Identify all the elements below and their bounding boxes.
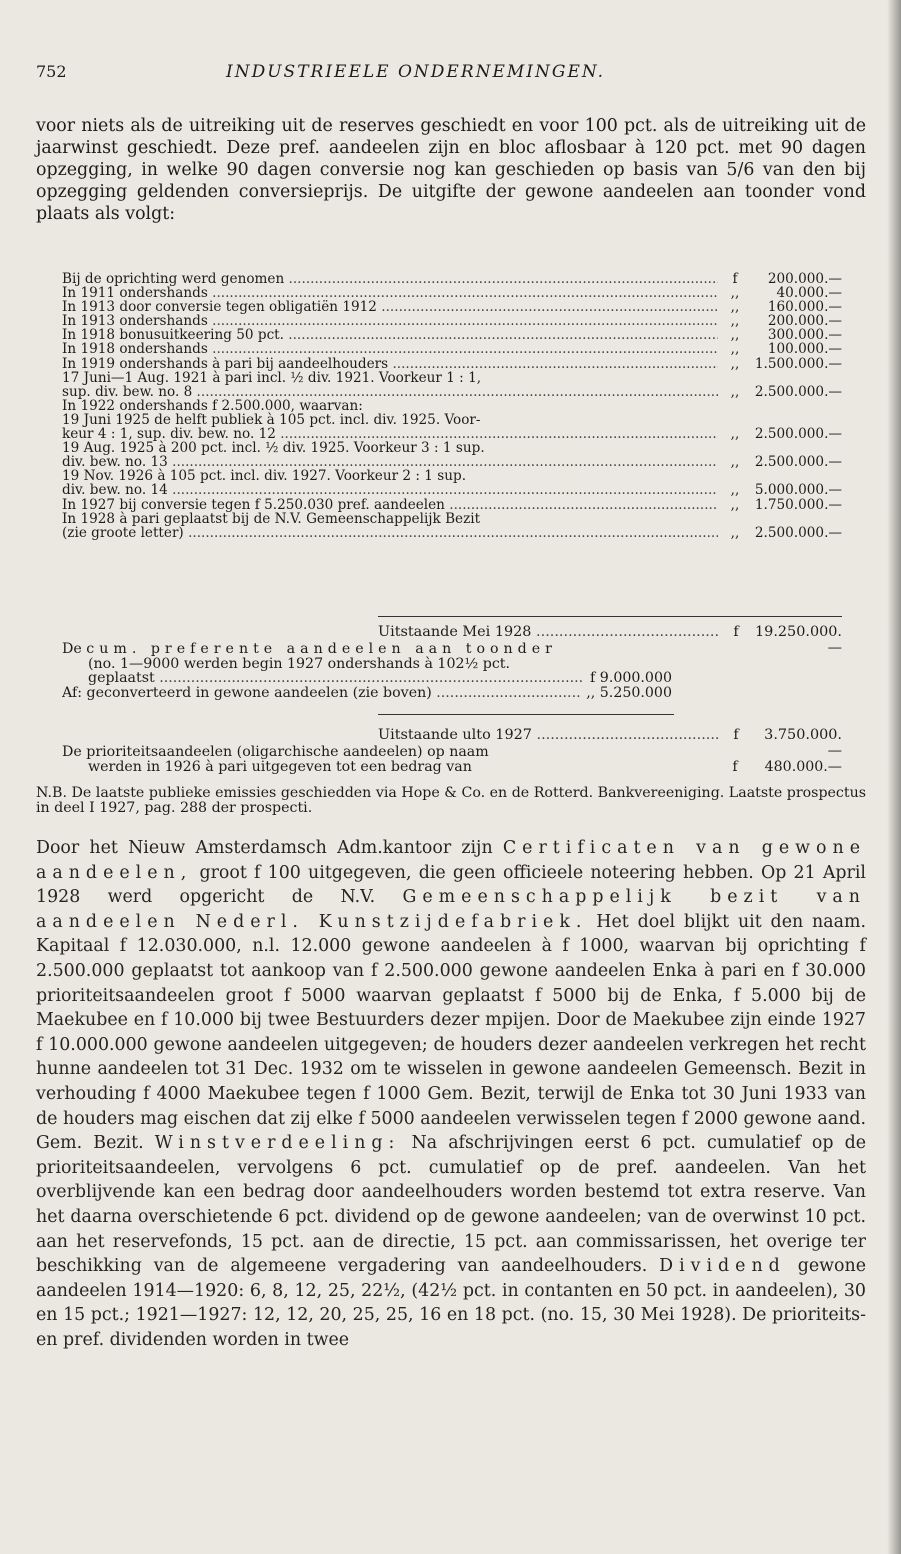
history-row — [62, 469, 842, 483]
ultimo-amount: 3.750.000.— — [764, 727, 842, 759]
history-row-currency: ,, — [730, 341, 740, 358]
history-row-amount: 200.000.— — [767, 271, 842, 287]
history-row-currency: ,, — [730, 313, 740, 330]
history-row-description: keur 4 : 1, sup. div. bew. no. 12 ..... — [62, 427, 718, 441]
history-row-currency: ,, — [730, 285, 740, 302]
history-row-currency: ,, — [730, 327, 740, 344]
history-row-amount: 100.000.— — [767, 341, 842, 358]
history-row-amount: 2.500.000.— — [754, 383, 842, 400]
prio-amount: 480.000.— — [764, 759, 842, 775]
prio-currency: f — [732, 759, 738, 775]
ultimo-label: Uitstaande ulto 1927 ..... — [378, 727, 720, 743]
history-row — [62, 455, 842, 469]
intro-paragraph — [36, 115, 866, 225]
history-row-description: div. bew. no. 14 ..... — [62, 483, 718, 497]
history-row-currency: ,, — [730, 454, 740, 471]
cum-pref-converted-label: Af: geconverteerd in gewone aandeelen (zie boven) ..... — [62, 686, 582, 701]
history-row — [62, 526, 842, 540]
main-body-paragraph — [36, 836, 866, 1352]
cum-pref-line2: (no. 1—9000 werden begin 1927 ondershands à 102½ pct. — [88, 655, 510, 672]
cum-pref-placed-amount: f 9.000.000 — [590, 670, 672, 687]
history-row-text: 19 Nov. 1926 à 105 pct. incl. div. 1927. Voorkeur 2 : 1 sup. — [62, 468, 467, 485]
body-spaced-gemeenschappelijk: Gemeenschappelijk bezit van aandeelen Nederl. Kunstzijdefabriek. — [36, 887, 866, 932]
total-label: Uitstaande Mei 1928 ..... — [378, 624, 720, 640]
cum-pref-converted-amount: ,, 5.250.000 — [586, 684, 672, 701]
sub-rule — [378, 714, 674, 715]
history-row-currency: ,, — [730, 299, 740, 316]
history-row-currency: ,, — [730, 496, 740, 513]
total-currency: f — [733, 624, 739, 640]
history-row-currency: ,, — [730, 355, 740, 372]
history-row-amount: 300.000.— — [767, 327, 842, 344]
history-row-description: div. bew. no. 13 ..... — [62, 455, 718, 469]
history-row — [62, 300, 842, 314]
page-edge-shadow — [887, 0, 901, 1554]
history-row-amount: 1.750.000.— — [754, 496, 842, 513]
cum-pref-placed-label: geplaatst ..... — [88, 671, 582, 686]
running-title: INDUSTRIEELE ONDERNEMINGEN. — [226, 62, 606, 82]
history-row — [62, 399, 842, 413]
cum-pref-line3 — [62, 671, 672, 686]
history-row — [62, 272, 842, 286]
cum-pref-block — [62, 642, 672, 700]
page-header — [36, 62, 856, 84]
history-row-amount: 160.000.— — [767, 299, 842, 316]
history-row — [62, 385, 842, 399]
history-row-amount: 2.500.000.— — [754, 524, 842, 541]
intro-text: voor niets als de uitreiking uit de reserves geschiedt en voor 100 pct. als de uitreiking uit de jaarwinst geschiedt. Deze pref. aandeelen zijn en bloc aflosbaar à 120 pct. met 90 dagen opzegging, in welke 90 dagen conversie nog kan geschieden op basis van 5/6 van den bij opzegging geldenden conversieprijs. De uitgifte der gewone aandeelen aan toonder vond plaats als volgt: — [36, 116, 866, 224]
cum-pref-de: De — [62, 641, 82, 657]
priority-shares-block — [62, 745, 842, 775]
page-number: 752 — [36, 62, 67, 81]
history-row-currency: ,, — [730, 426, 740, 443]
history-row — [62, 413, 842, 427]
total-amount: 19.250.000.— — [755, 624, 842, 656]
body-spaced-certificaten: Certificaten van gewone aandeelen, — [36, 838, 866, 883]
history-row — [62, 441, 842, 455]
history-row-amount: 2.500.000.— — [754, 426, 842, 443]
body-s1: Door het Nieuw Amsterdamsch Adm.kantoor zijn — [36, 838, 493, 858]
history-row-description: In 1927 bij conversie tegen f 5.250.030 pref. aandeelen ..... — [62, 498, 718, 512]
history-row-currency: ,, — [730, 524, 740, 541]
history-row-description: In 1919 ondershands à pari bij aandeelhouders ..... — [62, 357, 718, 371]
history-row-amount: 5.000.000.— — [754, 482, 842, 499]
history-row-text: In 1928 à pari geplaatst bij de N.V. Gemeenschappelijk Bezit — [62, 510, 481, 527]
cum-pref-spaced-title: cum. preferente aandeelen aan toonder — [86, 641, 557, 657]
history-row — [62, 498, 842, 512]
history-row — [62, 357, 842, 371]
history-row-amount: 1.500.000.— — [754, 355, 842, 372]
body-s7: Na afschrijvingen eerst 6 pct. cumulatief op de prioriteitsaandeelen, vervolgens 6 pct. cumulatief op de pref. aandeelen. Van het overblijvende kan een bedrag door aandeelhouders worden bestemd tot extra reserve. Van het daarna overschietende 6 pct. dividend op de gewone aandeelen; van de overwinst 10 pct. aan het reservefonds, 15 pct. aan de directie, 15 pct. aan commissarissen, het overige ter beschikking van de algemeene vergadering van aandeelhouders. — [36, 1133, 867, 1277]
ultimo-currency: f — [733, 727, 739, 743]
history-row-text: 19 Aug. 1925 à 200 pct. incl. ½ div. 1925. Voorkeur 3 : 1 sup. — [62, 440, 485, 457]
cum-pref-line4 — [62, 686, 672, 701]
history-row — [62, 483, 842, 497]
body-s5: Het doel blijkt uit den naam. Kapitaal f 12.030.000, n.l. 12.000 gewone aandeelen à f 1000, waarvan bij oprichting f 2.500.000 geplaatst tot aankoop van f 2.500.000 gewone aandeelen Enka à pari en f 30.000 prioriteitsaandeelen groot f 5000 waarvan geplaatst f 5000 bij de Enka, f 5.000 bij de Maekubee en f 10.000 bij twee Bestuurders dezer mpijen. Door de Maekubee zijn einde 1927 f 10.000.000 gewone aandeelen uitgegeven; de houders dezer aandeelen verkregen het recht hunne aandeelen tot 31 Dec. 1932 om te wisselen in gewone aandeelen Gemeensch. Bezit in verhouding f 4000 Maekubee tegen f 1000 Gem. Bezit, terwijl de Enka tot 30 Juni 1933 van de houders mag eischen dat zij elke f 5000 aandeelen verwisselen tegen f 2000 gewone aand. Gem. Bezit. — [36, 911, 866, 1154]
history-row-text: 19 Juni 1925 de helft publiek à 105 pct. incl. div. 1925. Voor- — [62, 411, 481, 428]
history-row-description: In 1911 ondershands ..... — [62, 286, 718, 300]
history-row — [62, 342, 842, 356]
history-row-currency: ,, — [730, 383, 740, 400]
history-row-description: Bij de oprichting werd genomen ..... — [62, 272, 718, 286]
history-row-amount: 200.000.— — [767, 313, 842, 330]
history-row — [62, 512, 842, 526]
sum-rule — [378, 616, 842, 617]
history-row-amount: 40.000.— — [776, 285, 842, 302]
body-spaced-winstverdeeling: Winstverdeeling: — [154, 1133, 401, 1154]
nb-note: N.B. De laatste publieke emissies geschiedden via Hope & Co. en de Rotterd. Bankvereeniging. Laatste prospectus in deel I 1927, pag. 288 der prospecti. — [36, 785, 866, 816]
history-row-description: In 1913 ondershands ..... — [62, 314, 718, 328]
prio-line2 — [62, 760, 842, 775]
history-row-currency: f — [732, 271, 738, 287]
history-row — [62, 314, 842, 328]
history-row-description: (zie groote letter) ..... — [62, 526, 718, 540]
history-row-description: In 1918 ondershands ..... — [62, 342, 718, 356]
prio-line1: De prioriteitsaandeelen (oligarchische aandeelen) op naam — [62, 744, 489, 760]
history-row-text: 17 Juni—1 Aug. 1921 à pari incl. ½ div. 1921. Voorkeur 1 : 1, — [62, 369, 482, 386]
history-row-amount: 2.500.000.— — [754, 454, 842, 471]
history-row — [62, 328, 842, 342]
issue-history-table — [62, 272, 842, 540]
history-row-description: In 1913 door conversie tegen obligatiën 1912 ..... — [62, 300, 718, 314]
prio-line2-text: werden in 1926 à pari uitgegeven tot een bedrag van — [88, 759, 472, 775]
cum-pref-heading — [62, 642, 672, 657]
history-row-text: In 1922 ondershands f 2.500.000, waarvan: — [62, 397, 363, 414]
history-row-description: sup. div. bew. no. 8 ..... — [62, 385, 718, 399]
history-row — [62, 427, 842, 441]
history-row — [62, 286, 842, 300]
history-row — [62, 371, 842, 385]
body-s3: groot f 100 uitgegeven, die geen officieele noteering hebben. Op 21 April 1928 werd opgericht de N.V. — [36, 862, 866, 908]
history-row-currency: ,, — [730, 482, 740, 499]
body-spaced-dividend: Dividend — [659, 1256, 786, 1277]
history-row-description: In 1918 bonusuitkeering 50 pct. ..... — [62, 328, 718, 342]
body-s9: gewone aandeelen 1914—1920: 6, 8, 12, 25, 22½, (42½ pct. in contanten en 50 pct. in aandeelen), 30 en 15 pct.; 1921—1927: 12, 12, 20, 25, 25, 16 en 18 pct. (no. 15, 30 Mei 1928). De prioriteits- en pref. dividenden worden in twee — [36, 1256, 867, 1350]
